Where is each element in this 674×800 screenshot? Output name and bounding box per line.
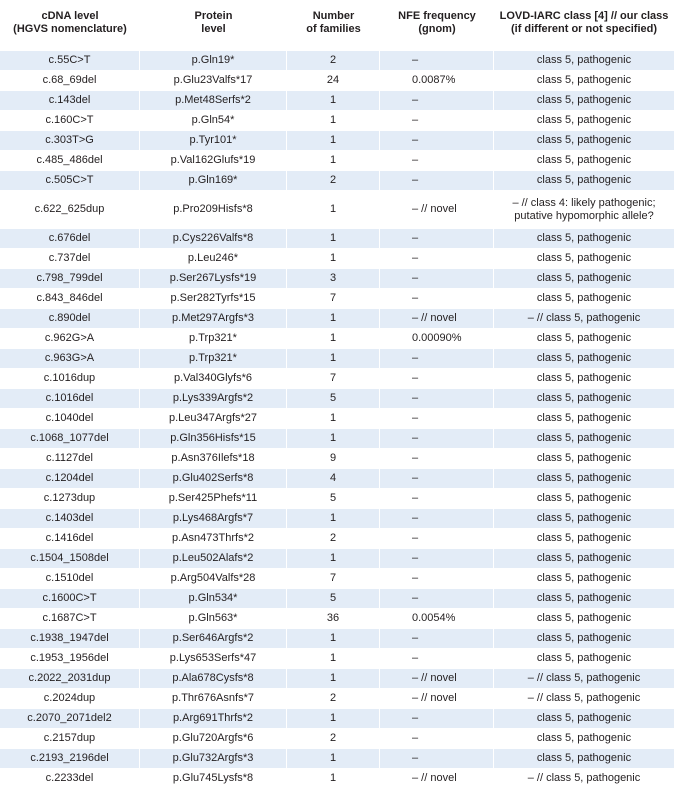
cell-families: 9 [287, 449, 380, 469]
table-row [0, 269, 674, 289]
cell-class: class 5, pathogenic [494, 51, 674, 71]
table-header [0, 0, 674, 51]
cell-cdna: c.303T>G [0, 131, 140, 151]
cell-families: 7 [287, 289, 380, 309]
cell-nfe: – [380, 369, 494, 389]
cell-families: 1 [287, 769, 380, 789]
cell-families: 2 [287, 171, 380, 191]
cell-class: class 5, pathogenic [494, 469, 674, 489]
cell-class: class 5, pathogenic [494, 489, 674, 509]
table-row [0, 529, 674, 549]
cell-cdna: c.2233del [0, 769, 140, 789]
cell-class: class 5, pathogenic [494, 749, 674, 769]
cell-protein: p.Glu745Lysfs*8 [140, 769, 287, 789]
cell-protein: p.Ser267Lysfs*19 [140, 269, 287, 289]
cell-nfe: – [380, 349, 494, 369]
cell-cdna: c.1403del [0, 509, 140, 529]
cell-families: 1 [287, 629, 380, 649]
cell-class: class 5, pathogenic [494, 151, 674, 171]
table-row [0, 409, 674, 429]
cell-protein: p.Arg504Valfs*28 [140, 569, 287, 589]
cell-families: 3 [287, 269, 380, 289]
cell-cdna: c.737del [0, 249, 140, 269]
cell-protein: p.Met297Argfs*3 [140, 309, 287, 329]
header-nfe [380, 0, 494, 51]
cell-cdna: c.890del [0, 309, 140, 329]
header-protein [140, 0, 287, 51]
cell-class: class 5, pathogenic [494, 369, 674, 389]
cell-nfe: – [380, 51, 494, 71]
cell-cdna: c.1016del [0, 389, 140, 409]
cell-class: class 5, pathogenic [494, 709, 674, 729]
cell-cdna: c.843_846del [0, 289, 140, 309]
table-row [0, 509, 674, 529]
table-row [0, 229, 674, 249]
cell-nfe: – [380, 649, 494, 669]
table-row [0, 549, 674, 569]
cell-class: class 5, pathogenic [494, 131, 674, 151]
cell-families: 1 [287, 649, 380, 669]
cell-cdna: c.1600C>T [0, 589, 140, 609]
cell-families: 1 [287, 669, 380, 689]
cell-cdna: c.1504_1508del [0, 549, 140, 569]
cell-class: class 5, pathogenic [494, 171, 674, 191]
cell-class: class 5, pathogenic [494, 449, 674, 469]
cell-families: 1 [287, 709, 380, 729]
cell-protein: p.Ser282Tyrfs*15 [140, 289, 287, 309]
cell-cdna: c.962G>A [0, 329, 140, 349]
cell-nfe: – [380, 171, 494, 191]
cell-protein: p.Pro209Hisfs*8 [140, 191, 287, 229]
cell-protein: p.Leu502Alafs*2 [140, 549, 287, 569]
table-row [0, 489, 674, 509]
cell-nfe: – // novel [380, 309, 494, 329]
cell-families: 1 [287, 191, 380, 229]
cell-protein: p.Gln563* [140, 609, 287, 629]
table-row [0, 369, 674, 389]
cell-protein: p.Lys468Argfs*7 [140, 509, 287, 529]
cell-nfe: – [380, 469, 494, 489]
header-families-line1: Number [312, 10, 355, 22]
cell-cdna: c.1204del [0, 469, 140, 489]
cell-class: – // class 5, pathogenic [494, 309, 674, 329]
cell-nfe: – [380, 489, 494, 509]
table-row [0, 669, 674, 689]
cell-families: 1 [287, 229, 380, 249]
cell-class: class 5, pathogenic [494, 111, 674, 131]
cell-cdna: c.55C>T [0, 51, 140, 71]
cell-families: 1 [287, 429, 380, 449]
header-nfe-line2: (gnom) [418, 23, 456, 35]
cell-nfe: – [380, 629, 494, 649]
cell-class: class 5, pathogenic [494, 569, 674, 589]
cell-families: 1 [287, 309, 380, 329]
cell-families: 2 [287, 689, 380, 709]
cell-nfe: – [380, 509, 494, 529]
cell-protein: p.Met48Serfs*2 [140, 91, 287, 111]
cell-cdna: c.622_625dup [0, 191, 140, 229]
cell-nfe: 0.0087% [380, 71, 494, 91]
header-protein-line2: level [201, 23, 226, 35]
cell-nfe: – [380, 429, 494, 449]
cell-cdna: c.1127del [0, 449, 140, 469]
cell-nfe: – [380, 729, 494, 749]
table-row [0, 749, 674, 769]
cell-cdna: c.485_486del [0, 151, 140, 171]
cell-class: – // class 4: likely pathogenic; putative hypomorphic allele? [494, 191, 674, 229]
table-row [0, 111, 674, 131]
cell-families: 24 [287, 71, 380, 91]
cell-nfe: – // novel [380, 191, 494, 229]
cell-families: 5 [287, 389, 380, 409]
cell-nfe: – [380, 131, 494, 151]
cell-cdna: c.963G>A [0, 349, 140, 369]
header-protein-line1: Protein [194, 10, 233, 22]
cell-class: class 5, pathogenic [494, 289, 674, 309]
table-row [0, 309, 674, 329]
cell-nfe: – [380, 249, 494, 269]
cell-nfe: – [380, 749, 494, 769]
header-class-line1: LOVD-IARC class [4] // our class [499, 10, 669, 22]
cell-nfe: – [380, 111, 494, 131]
cell-cdna: c.2022_2031dup [0, 669, 140, 689]
header-cdna [0, 0, 140, 51]
cell-cdna: c.2157dup [0, 729, 140, 749]
cell-families: 4 [287, 469, 380, 489]
cell-protein: p.Gln534* [140, 589, 287, 609]
header-families [287, 0, 380, 51]
cell-families: 2 [287, 729, 380, 749]
cell-protein: p.Leu246* [140, 249, 287, 269]
cell-class: class 5, pathogenic [494, 529, 674, 549]
cell-protein: p.Lys339Argfs*2 [140, 389, 287, 409]
cell-families: 2 [287, 529, 380, 549]
cell-class: class 5, pathogenic [494, 91, 674, 111]
cell-class: class 5, pathogenic [494, 429, 674, 449]
cell-protein: p.Ser425Phefs*11 [140, 489, 287, 509]
cell-nfe: – [380, 449, 494, 469]
cell-nfe: 0.00090% [380, 329, 494, 349]
cell-families: 5 [287, 589, 380, 609]
cell-cdna: c.1016dup [0, 369, 140, 389]
cell-class: class 5, pathogenic [494, 329, 674, 349]
cell-protein: p.Glu23Valfs*17 [140, 71, 287, 91]
table-row [0, 131, 674, 151]
table-row [0, 249, 674, 269]
header-cdna-line2: (HGVS nomenclature) [13, 23, 127, 35]
table-row [0, 469, 674, 489]
cell-nfe: – // novel [380, 769, 494, 789]
table-row [0, 191, 674, 229]
cell-nfe: 0.0054% [380, 609, 494, 629]
cell-cdna: c.1938_1947del [0, 629, 140, 649]
cell-protein: p.Trp321* [140, 329, 287, 349]
cell-families: 1 [287, 151, 380, 171]
cell-class: class 5, pathogenic [494, 549, 674, 569]
table-row [0, 329, 674, 349]
cell-protein: p.Arg691Thrfs*2 [140, 709, 287, 729]
table-row [0, 171, 674, 191]
cell-nfe: – [380, 389, 494, 409]
cell-protein: p.Val340Glyfs*6 [140, 369, 287, 389]
table-row [0, 689, 674, 709]
cell-cdna: c.160C>T [0, 111, 140, 131]
cell-cdna: c.1953_1956del [0, 649, 140, 669]
cell-protein: p.Gln19* [140, 51, 287, 71]
cell-class: class 5, pathogenic [494, 409, 674, 429]
table-row [0, 629, 674, 649]
cell-families: 1 [287, 329, 380, 349]
cell-protein: p.Gln356Hisfs*15 [140, 429, 287, 449]
table-row [0, 429, 674, 449]
cell-class: class 5, pathogenic [494, 349, 674, 369]
table-row [0, 289, 674, 309]
table-row [0, 589, 674, 609]
table-body [0, 51, 674, 789]
cell-cdna: c.68_69del [0, 71, 140, 91]
table-row [0, 709, 674, 729]
table-row [0, 71, 674, 91]
table-row [0, 769, 674, 789]
table-row [0, 649, 674, 669]
cell-protein: p.Ser646Argfs*2 [140, 629, 287, 649]
cell-families: 2 [287, 51, 380, 71]
cell-cdna: c.798_799del [0, 269, 140, 289]
table-row [0, 389, 674, 409]
header-families-line2: of families [306, 23, 361, 35]
cell-protein: p.Leu347Argfs*27 [140, 409, 287, 429]
cell-cdna: c.505C>T [0, 171, 140, 191]
cell-families: 1 [287, 349, 380, 369]
cell-protein: p.Glu402Serfs*8 [140, 469, 287, 489]
cell-families: 7 [287, 569, 380, 589]
cell-class: – // class 5, pathogenic [494, 669, 674, 689]
cell-cdna: c.2024dup [0, 689, 140, 709]
cell-cdna: c.1687C>T [0, 609, 140, 629]
cell-families: 1 [287, 549, 380, 569]
cell-class: class 5, pathogenic [494, 649, 674, 669]
table-row [0, 151, 674, 171]
cell-protein: p.Glu732Argfs*3 [140, 749, 287, 769]
cell-cdna: c.1273dup [0, 489, 140, 509]
cell-families: 1 [287, 509, 380, 529]
cell-nfe: – [380, 589, 494, 609]
cell-cdna: c.143del [0, 91, 140, 111]
cell-cdna: c.1416del [0, 529, 140, 549]
cell-nfe: – // novel [380, 689, 494, 709]
cell-cdna: c.1510del [0, 569, 140, 589]
cell-protein: p.Asn473Thrfs*2 [140, 529, 287, 549]
cell-nfe: – [380, 269, 494, 289]
header-class [494, 0, 674, 51]
cell-nfe: – [380, 289, 494, 309]
cell-nfe: – [380, 529, 494, 549]
cell-protein: p.Gln54* [140, 111, 287, 131]
table-row [0, 349, 674, 369]
cell-class: class 5, pathogenic [494, 229, 674, 249]
cell-nfe: – [380, 409, 494, 429]
cell-families: 1 [287, 409, 380, 429]
table-row [0, 449, 674, 469]
cell-class: class 5, pathogenic [494, 729, 674, 749]
cell-protein: p.Val162Glufs*19 [140, 151, 287, 171]
cell-families: 36 [287, 609, 380, 629]
cell-nfe: – // novel [380, 669, 494, 689]
table-row [0, 729, 674, 749]
cell-protein: p.Lys653Serfs*47 [140, 649, 287, 669]
cell-class: class 5, pathogenic [494, 609, 674, 629]
header-class-line2: (if different or not specified) [510, 23, 658, 35]
table-row [0, 51, 674, 71]
cell-families: 1 [287, 749, 380, 769]
cell-protein: p.Thr676Asnfs*7 [140, 689, 287, 709]
cell-protein: p.Tyr101* [140, 131, 287, 151]
cell-class: class 5, pathogenic [494, 509, 674, 529]
table-row [0, 91, 674, 111]
cell-nfe: – [380, 569, 494, 589]
header-nfe-line1: NFE frequency [398, 10, 476, 22]
header-cdna-line1: cDNA level [41, 10, 99, 22]
cell-protein: p.Trp321* [140, 349, 287, 369]
cell-cdna: c.1040del [0, 409, 140, 429]
cell-nfe: – [380, 549, 494, 569]
cell-families: 5 [287, 489, 380, 509]
cell-families: 1 [287, 91, 380, 111]
cell-class: – // class 5, pathogenic [494, 769, 674, 789]
cell-cdna: c.1068_1077del [0, 429, 140, 449]
cell-families: 1 [287, 249, 380, 269]
table-row [0, 609, 674, 629]
cell-class: – // class 5, pathogenic [494, 689, 674, 709]
cell-cdna: c.2193_2196del [0, 749, 140, 769]
cell-families: 7 [287, 369, 380, 389]
cell-class: class 5, pathogenic [494, 629, 674, 649]
cell-protein: p.Ala678Cysfs*8 [140, 669, 287, 689]
cell-nfe: – [380, 91, 494, 111]
cell-families: 1 [287, 111, 380, 131]
cell-protein: p.Glu720Argfs*6 [140, 729, 287, 749]
cell-families: 1 [287, 131, 380, 151]
cell-class: class 5, pathogenic [494, 389, 674, 409]
cell-protein: p.Cys226Valfs*8 [140, 229, 287, 249]
cell-class: class 5, pathogenic [494, 589, 674, 609]
cell-cdna: c.2070_2071del2 [0, 709, 140, 729]
cell-class: class 5, pathogenic [494, 249, 674, 269]
table-row [0, 569, 674, 589]
cell-nfe: – [380, 709, 494, 729]
cell-protein: p.Gln169* [140, 171, 287, 191]
cell-class: class 5, pathogenic [494, 269, 674, 289]
cell-nfe: – [380, 229, 494, 249]
cell-cdna: c.676del [0, 229, 140, 249]
cell-protein: p.Asn376Ilefs*18 [140, 449, 287, 469]
cell-class: class 5, pathogenic [494, 71, 674, 91]
cell-nfe: – [380, 151, 494, 171]
